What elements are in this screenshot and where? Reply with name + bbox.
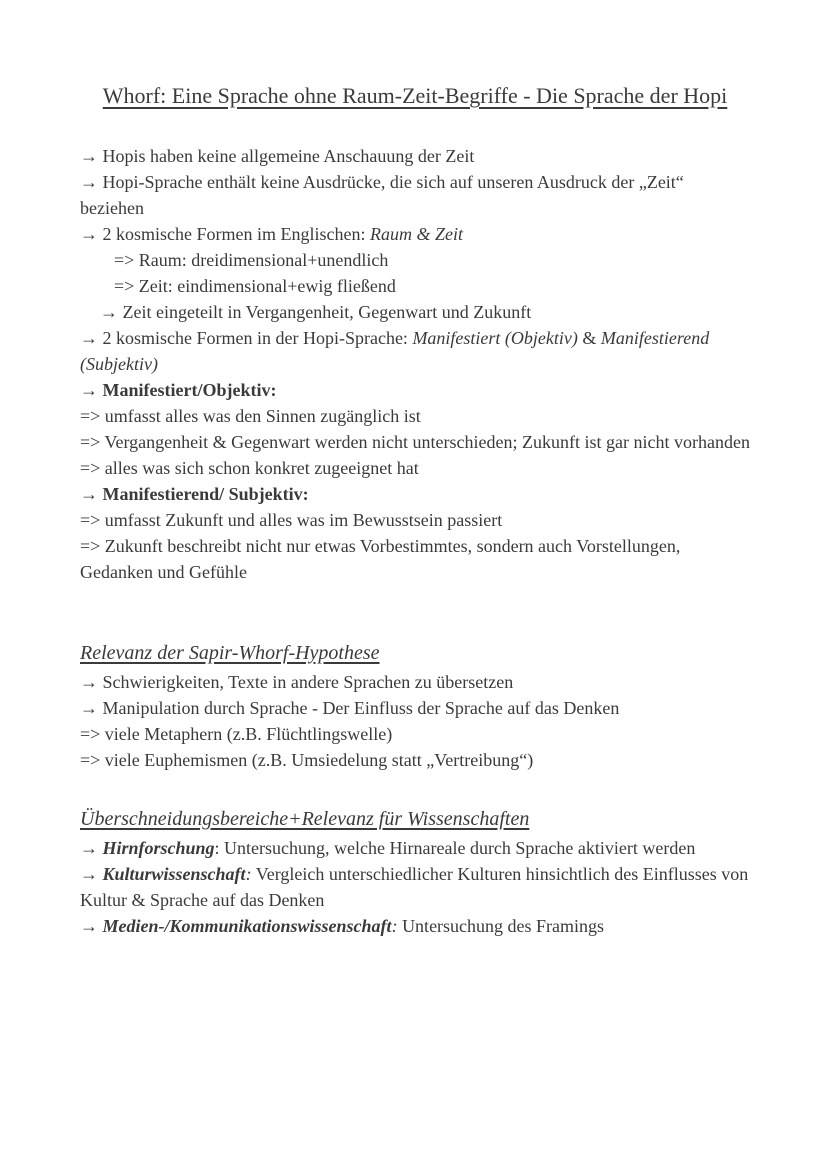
note-line xyxy=(80,507,750,533)
note-line xyxy=(80,533,750,585)
section xyxy=(80,143,750,585)
note-line xyxy=(80,913,750,939)
page-title: Whorf: Eine Sprache ohne Raum-Zeit-Begriffe - Die Sprache der Hopi xyxy=(102,83,728,108)
note-line xyxy=(80,747,750,773)
text-segment: → Manifestierend/ Subjektiv: xyxy=(80,484,309,504)
section xyxy=(80,639,750,773)
note-line xyxy=(80,481,750,507)
text-segment: : xyxy=(391,916,398,936)
note-line xyxy=(80,221,750,247)
text-segment: → 2 kosmische Formen in der Hopi-Sprache: xyxy=(80,328,413,348)
text-segment: Medien-/Kommunikationswissenschaft xyxy=(102,916,392,936)
note-line xyxy=(80,247,750,273)
text-segment: → Hopis haben keine allgemeine Anschauung der Zeit xyxy=(80,146,475,166)
text-segment: → xyxy=(80,864,103,884)
note-line xyxy=(80,169,750,221)
text-segment: => Zukunft beschreibt nicht nur etwas Vorbestimmtes, sondern auch Vorstellungen, Gedanken und Gefühle xyxy=(80,536,681,582)
text-segment: → 2 kosmische Formen im Englischen: xyxy=(80,224,370,244)
note-line xyxy=(80,695,750,721)
text-segment: : Untersuchung, welche Hirnareale durch Sprache aktiviert werden xyxy=(214,838,696,858)
text-segment: → Zeit eingeteilt in Vergangenheit, Gegenwart und Zukunft xyxy=(100,302,532,322)
text-segment: → xyxy=(80,838,103,858)
text-segment: => Vergangenheit & Gegenwart werden nicht unterschieden; Zukunft ist gar nicht vorhanden xyxy=(80,432,750,452)
note-line xyxy=(80,377,750,403)
text-segment: Hirnforschung xyxy=(102,838,215,858)
note-line xyxy=(80,403,750,429)
text-segment: => umfasst alles was den Sinnen zugänglich ist xyxy=(80,406,421,426)
text-segment: Untersuchung des Framings xyxy=(397,916,605,936)
text-segment: → Manifestiert/Objektiv: xyxy=(80,380,277,400)
note-line xyxy=(80,325,750,377)
section-heading: Relevanz der Sapir-Whorf-Hypothese xyxy=(80,642,380,664)
note-line xyxy=(80,721,750,747)
text-segment: Kulturwissenschaft xyxy=(102,864,246,884)
note-line xyxy=(80,455,750,481)
text-segment: Manifestiert (Objektiv) xyxy=(412,328,578,348)
note-line xyxy=(80,669,750,695)
section xyxy=(80,805,750,939)
note-line xyxy=(80,273,750,299)
text-segment: => Zeit: eindimensional+ewig fließend xyxy=(114,276,396,296)
text-segment: → Schwierigkeiten, Texte in andere Sprachen zu übersetzen xyxy=(80,672,514,692)
section-heading: Überschneidungsbereiche+Relevanz für Wissenschaften xyxy=(80,808,530,830)
note-line xyxy=(80,835,750,861)
note-line xyxy=(80,299,750,325)
note-line xyxy=(80,429,750,455)
text-segment: : xyxy=(245,864,252,884)
text-segment: => viele Metaphern (z.B. Flüchtlingswelle) xyxy=(80,724,393,744)
text-segment: → xyxy=(80,916,103,936)
text-segment: => alles was sich schon konkret zugeeignet hat xyxy=(80,458,419,478)
text-segment: => viele Euphemismen (z.B. Umsiedelung statt „Vertreibung“) xyxy=(80,750,534,770)
text-segment: => umfasst Zukunft und alles was im Bewusstsein passiert xyxy=(80,510,503,530)
text-segment: Raum & Zeit xyxy=(369,224,463,244)
text-segment: Vergleich unterschiedlicher Kulturen hinsichtlich des Einflusses von Kultur & Sprache auf das Denken xyxy=(80,864,749,910)
text-segment: → Hopi-Sprache enthält keine Ausdrücke, die sich auf unseren Ausdruck der „Zeit“ beziehen xyxy=(80,172,684,218)
text-segment: & xyxy=(577,328,601,348)
sections-container xyxy=(80,143,750,939)
text-segment: → Manipulation durch Sprache - Der Einfluss der Sprache auf das Denken xyxy=(80,698,620,718)
text-segment: Manifestierend (Subjektiv) xyxy=(80,328,710,374)
note-line xyxy=(80,861,750,913)
text-segment: => Raum: dreidimensional+unendlich xyxy=(114,250,389,270)
note-line xyxy=(80,143,750,169)
